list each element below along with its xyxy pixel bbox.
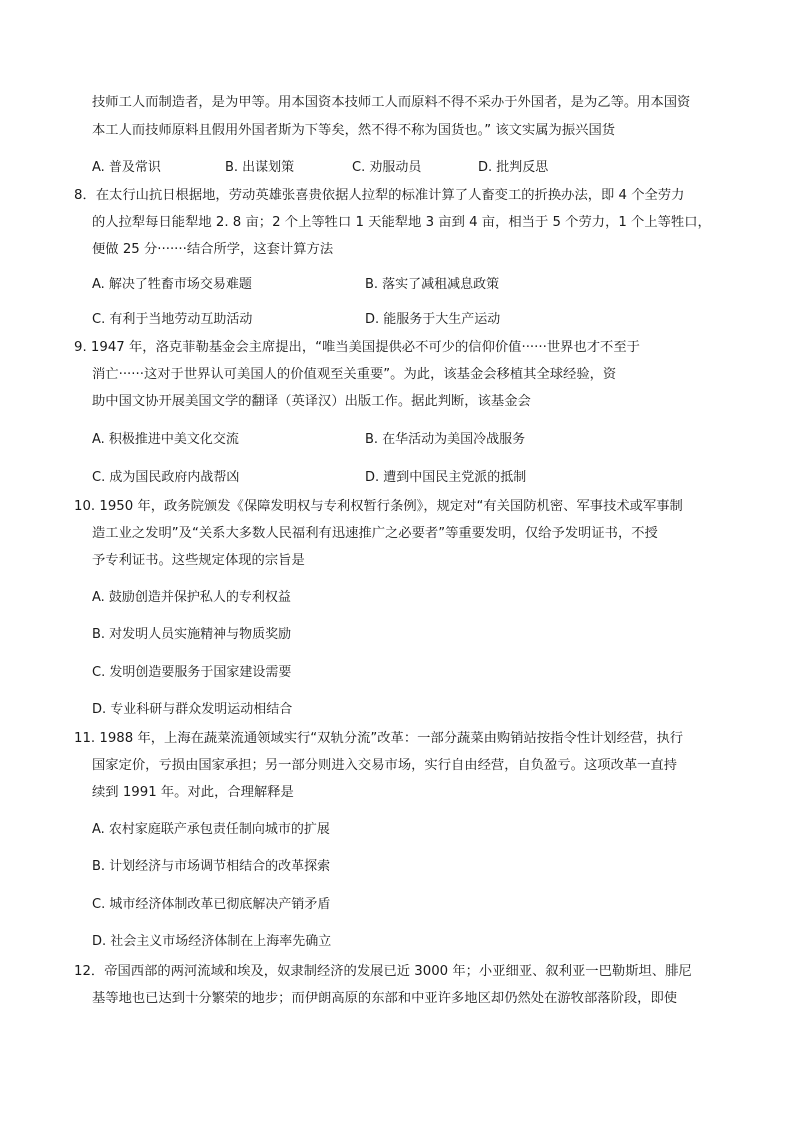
q9-stem-line: 9. 1947 年，洛克菲勒基金会主席提出，“唯当美国提供必不可少的信仰价值······世界也才不至于: [74, 340, 640, 355]
q11-stem-line: 续到 1991 年。对此，合理解释是: [92, 785, 294, 800]
q8-option-d[interactable]: D. 能服务于大生产运动: [365, 312, 501, 327]
q8-stem-line: 的人拉犁每日能犁地 2. 8 亩；2 个上等牲口 1 天能犁地 3 亩到 4 亩，相当于 5 个劳力，1 个上等牲口，: [92, 215, 711, 230]
q10-option-b[interactable]: B. 对发明人员实施精神与物质奖励: [92, 627, 292, 642]
q8-stem-line: 便做 25 分·······结合所学，这套计算方法: [92, 242, 334, 257]
q9-stem-line: 消亡······这对于世界认可美国人的价值观至关重要”。为此，该基金会移植其全球经验，资: [92, 367, 617, 382]
q9-option-a[interactable]: A. 积极推进中美文化交流: [92, 432, 239, 447]
q7-option-d[interactable]: D. 批判反思: [478, 160, 549, 175]
q11-stem-line: 11. 1988 年，上海在蔬菜流通领域实行“双轨分流”改革：一部分蔬菜由购销站按指令性计划经营，执行: [74, 731, 684, 746]
q11-option-b[interactable]: B. 计划经济与市场调节相结合的改革探索: [92, 859, 331, 874]
q9-option-d[interactable]: D. 遭到中国民主党派的抵制: [365, 470, 527, 485]
q8-option-a[interactable]: A. 解决了牲畜市场交易难题: [92, 277, 252, 292]
q7-option-c[interactable]: C. 劝服动员: [352, 160, 422, 175]
q10-stem-line: 造工业之发明”及“关系大多数人民福利有迅速推广之必要者”等重要发明，仅给予发明证书，不授: [92, 526, 658, 541]
q8-stem-line: 8．在太行山抗日根据地，劳动英雄张喜贵依据人拉犁的标准计算了人畜变工的折换办法，即 4 个全劳力: [74, 188, 685, 203]
q9-option-c[interactable]: C. 成为国民政府内战帮凶: [92, 470, 240, 485]
q9-option-b[interactable]: B. 在华活动为美国冷战服务: [365, 432, 526, 447]
q7-stem-line: 技师工人而制造者，是为甲等。用本国资本技师工人而原料不得不采办于外国者，是为乙等。用本国资: [92, 95, 691, 110]
q10-option-c[interactable]: C. 发明创造要服务于国家建设需要: [92, 665, 292, 680]
q8-option-c[interactable]: C. 有利于当地劳动互助活动: [92, 312, 253, 327]
q10-option-d[interactable]: D. 专业科研与群众发明运动相结合: [92, 702, 293, 717]
q11-stem-line: 国家定价，亏损由国家承担；另一部分则进入交易市场，实行自由经营，自负盈亏。这项改革一直持: [92, 758, 678, 773]
q12-stem-line: 基等地也已达到十分繁荣的地步；而伊朗高原的东部和中亚许多地区却仍然处在游牧部落阶段，即使: [92, 991, 678, 1006]
q11-option-d[interactable]: D. 社会主义市场经济体制在上海率先确立: [92, 934, 332, 949]
q8-option-b[interactable]: B. 落实了减租减息政策: [365, 277, 500, 292]
q7-stem-line: 本工人而技师原料且假用外国者斯为下等矣，然不得不称为国货也。” 该文实属为振兴国货: [92, 123, 616, 138]
q9-stem-line: 助中国文协开展美国文学的翻译（英译汉）出版工作。据此判断，该基金会: [92, 394, 531, 409]
q10-option-a[interactable]: A. 鼓励创造并保护私人的专利权益: [92, 590, 291, 605]
q7-option-b[interactable]: B. 出谋划策: [225, 160, 295, 175]
q11-option-c[interactable]: C. 城市经济体制改革已彻底解决产销矛盾: [92, 897, 331, 912]
q12-stem-line: 12．帝国西部的两河流域和埃及，奴隶制经济的发展已近 3000 年；小亚细亚、叙利亚一巴勒斯坦、腓尼: [74, 964, 692, 979]
q10-stem-line: 10. 1950 年，政务院颁发《保障发明权与专利权暂行条例》，规定对“有关国防机密、军事技术或军事制: [74, 499, 683, 514]
q11-option-a[interactable]: A. 农村家庭联产承包责任制向城市的扩展: [92, 822, 330, 837]
q7-option-a[interactable]: A. 普及常识: [92, 160, 161, 175]
q10-stem-line: 予专利证书。这些规定体现的宗旨是: [92, 553, 305, 568]
